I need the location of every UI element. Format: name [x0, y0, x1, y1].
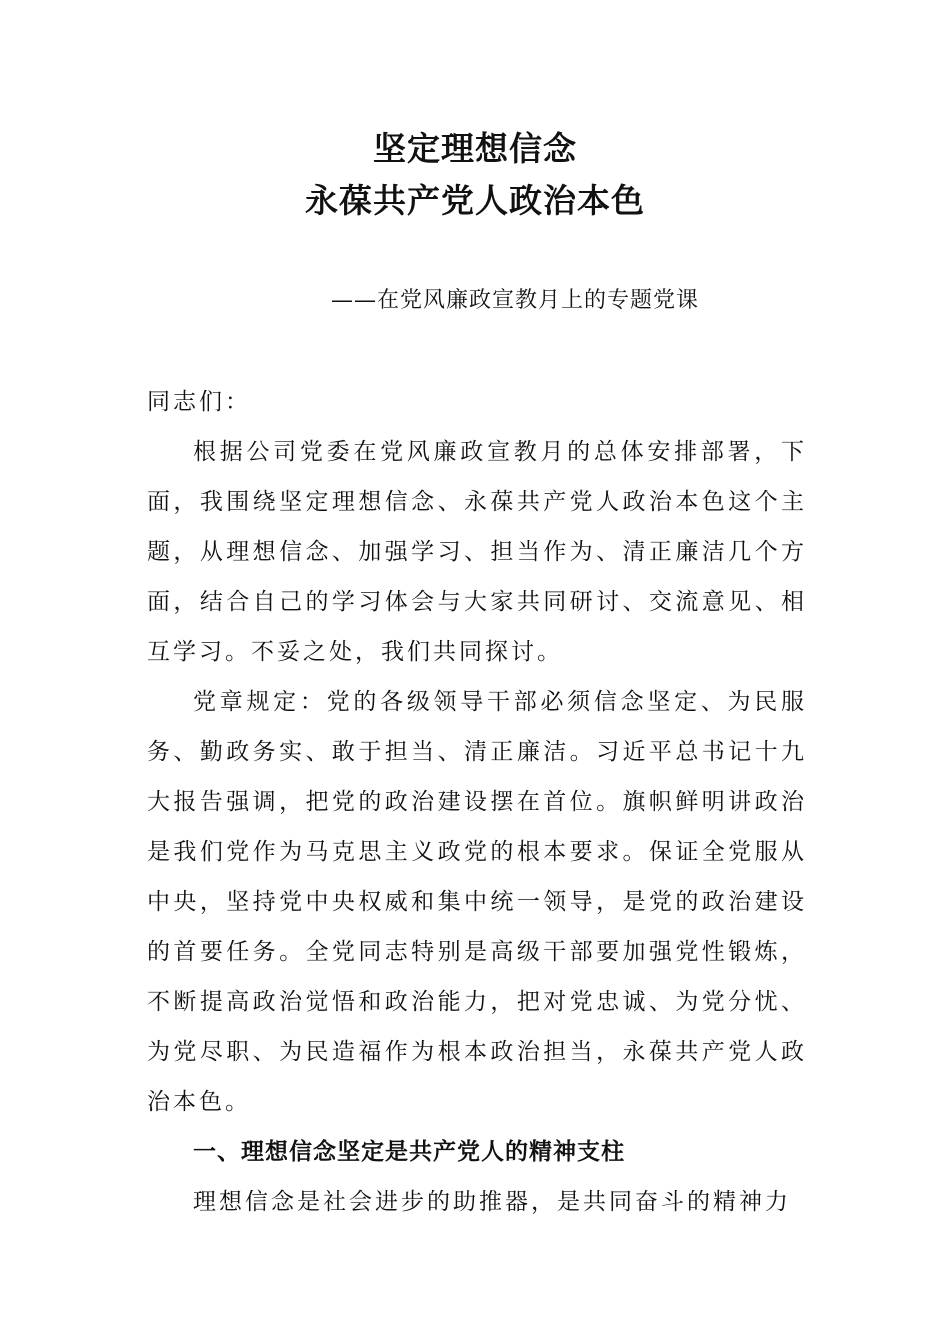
body-paragraph-intro: 根据公司党委在党风廉政宣教月的总体安排部署，下面，我围绕坚定理想信念、永葆共产党人政治本色这个主题，从理想信念、加强学习、担当作为、清正廉洁几个方面，结合自己的学习体会与大家共同研讨、交流意见、相互学习。不妥之处，我们共同探讨。 — [147, 439, 807, 665]
salutation: 同志们： — [147, 389, 251, 415]
section-heading: 一、理想信念坚定是共产党人的精神支柱 — [193, 1139, 625, 1165]
section-paragraph: 理想信念是社会进步的助推器，是共同奋斗的精神力 — [193, 1189, 791, 1215]
document-body — [147, 377, 807, 1227]
document-title-line2: 永葆共产党人政治本色 — [305, 181, 645, 220]
document-title-line1: 坚定理想信念 — [373, 129, 577, 168]
document-subtitle: ——在党风廉政宣教月上的专题党课 — [330, 288, 699, 313]
body-paragraph-party-constitution: 党章规定：党的各级领导干部必须信念坚定、为民服务、勤政务实、敢于担当、清正廉洁。习近平总书记十九大报告强调，把党的政治建设摆在首位。旗帜鲜明讲政治是我们党作为马克思主义政党的根本要求。保证全党服从中央，坚持党中央权威和集中统一领导，是党的政治建设的首要任务。全党同志特别是高级干部要加强党性锻炼，不断提高政治觉悟和政治能力，把对党忠诚、为党分忧、为党尽职、为民造福作为根本政治担当，永葆共产党人政治本色。 — [147, 689, 807, 1115]
